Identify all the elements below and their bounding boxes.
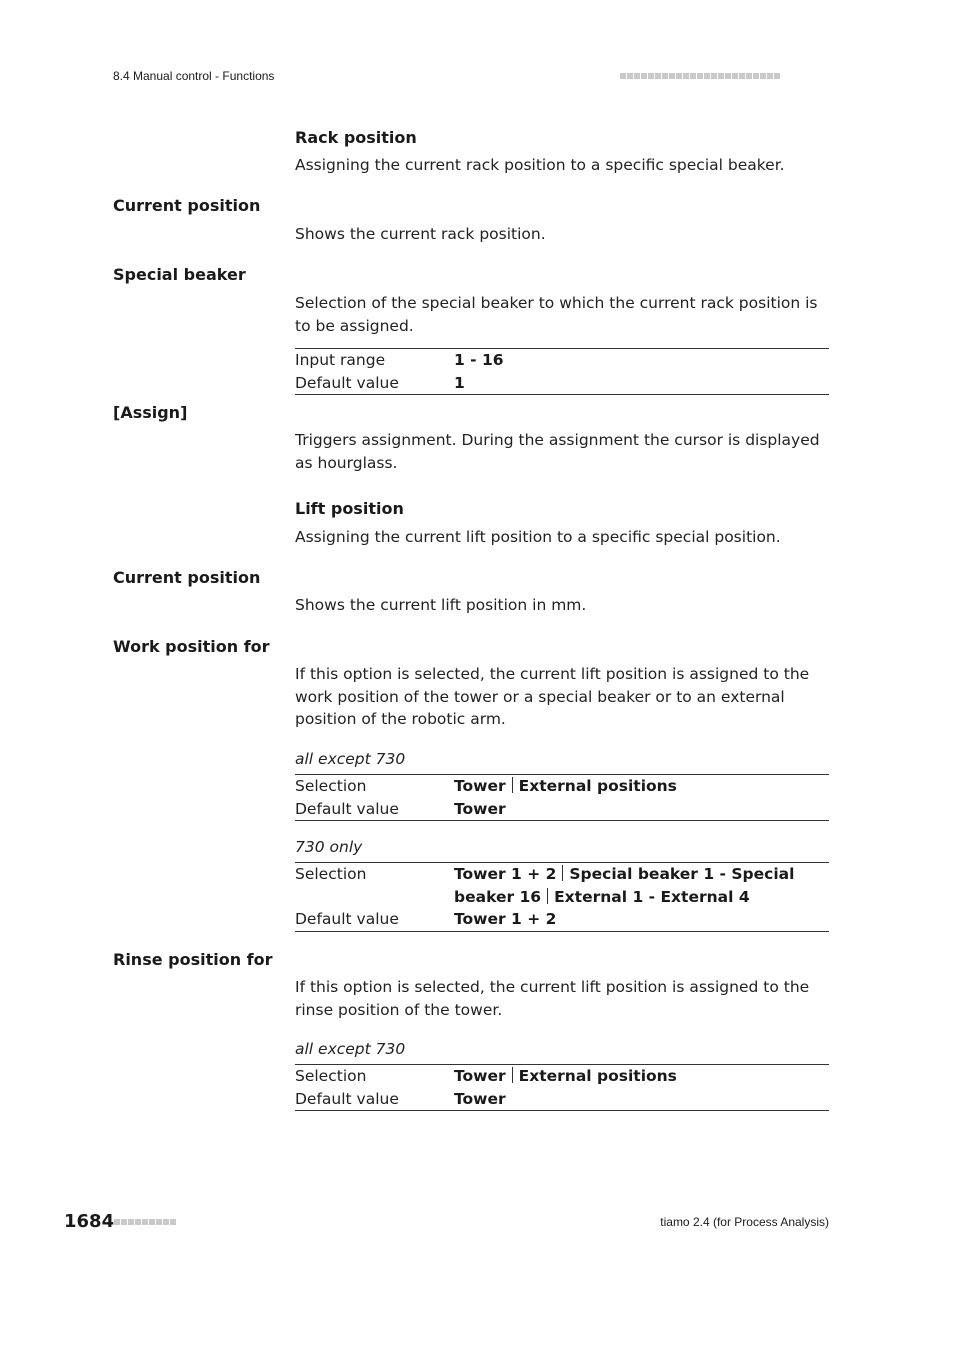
param-row <box>295 372 829 395</box>
lift-current-position-label: Current position <box>113 568 261 587</box>
param-value: 1 - 16 <box>454 351 504 369</box>
work-position-table-1 <box>295 774 829 821</box>
header-decoration-squares <box>620 73 780 79</box>
lift-position-heading: Lift position <box>295 499 404 518</box>
special-beaker-label: Special beaker <box>113 265 246 284</box>
rack-current-position-label: Current position <box>113 196 261 215</box>
lift-current-position-desc: Shows the current lift position in mm. <box>295 596 587 614</box>
param-value <box>454 1065 829 1088</box>
footer-product-name: tiamo 2.4 (for Process Analysis) <box>660 1215 829 1229</box>
option-tower: Tower <box>454 777 506 795</box>
param-row <box>295 1088 829 1111</box>
param-row <box>295 863 829 908</box>
page-number: 1684 <box>64 1211 115 1232</box>
assign-label: [Assign] <box>113 403 188 422</box>
special-beaker-desc: Selection of the special beaker to which the current rack position is to be assigned. <box>295 294 818 335</box>
param-name: Default value <box>295 373 399 392</box>
option-external-range: External 1 - External 4 <box>554 887 750 906</box>
option-external-positions: External positions <box>518 1067 677 1085</box>
param-name: Default value <box>295 1089 399 1108</box>
work-table-2-caption: 730 only <box>295 838 363 856</box>
param-value: Tower 1 + 2 <box>454 910 557 928</box>
assign-desc: Triggers assignment. During the assignment the cursor is displayed as hourglass. <box>295 431 820 472</box>
param-row <box>295 908 829 931</box>
rinse-position-desc: If this option is selected, the current lift position is assigned to the rinse position of the tower. <box>295 978 810 1019</box>
param-name: Default value <box>295 799 399 818</box>
option-tower-1-2: Tower 1 + 2 <box>454 865 557 883</box>
work-table-1-caption: all except 730 <box>295 750 406 768</box>
lift-position-intro: Assigning the current lift position to a specific special position. <box>295 528 781 546</box>
option-tower: Tower <box>454 1067 506 1085</box>
work-position-desc: If this option is selected, the current lift position is assigned to the work position of the tower or a special beaker or to an external position of the robotic arm. <box>295 665 810 728</box>
param-row <box>295 349 829 372</box>
rinse-position-label: Rinse position for <box>113 950 273 969</box>
param-name: Input range <box>295 351 386 369</box>
param-value: Tower <box>454 1089 506 1108</box>
rack-current-position-desc: Shows the current rack position. <box>295 225 546 243</box>
param-name: Selection <box>295 865 367 883</box>
rack-position-intro: Assigning the current rack position to a specific special beaker. <box>295 156 785 174</box>
param-row <box>295 1065 829 1088</box>
option-special-beaker-range: Special beaker 1 - Special <box>569 865 795 883</box>
work-position-table-2 <box>295 862 829 932</box>
param-value: 1 <box>454 373 465 392</box>
rinse-position-table <box>295 1064 829 1111</box>
option-separator <box>547 888 548 904</box>
footer-decoration-squares <box>114 1219 176 1225</box>
option-external-positions: External positions <box>518 777 677 795</box>
param-name: Selection <box>295 777 367 795</box>
option-separator <box>512 1067 513 1083</box>
rack-position-heading: Rack position <box>295 128 417 147</box>
option-special-beaker-range-cont: beaker 16 <box>454 887 542 906</box>
option-separator <box>562 865 563 881</box>
running-header-section: 8.4 Manual control - Functions <box>113 69 275 83</box>
param-value <box>454 863 829 908</box>
option-separator <box>512 777 513 793</box>
param-row <box>295 798 829 821</box>
special-beaker-param-table <box>295 348 829 395</box>
rinse-table-caption: all except 730 <box>295 1040 406 1058</box>
param-row <box>295 775 829 798</box>
param-name: Default value <box>295 910 399 928</box>
param-name: Selection <box>295 1067 367 1085</box>
param-value <box>454 775 829 798</box>
work-position-label: Work position for <box>113 637 270 656</box>
param-value: Tower <box>454 799 506 818</box>
